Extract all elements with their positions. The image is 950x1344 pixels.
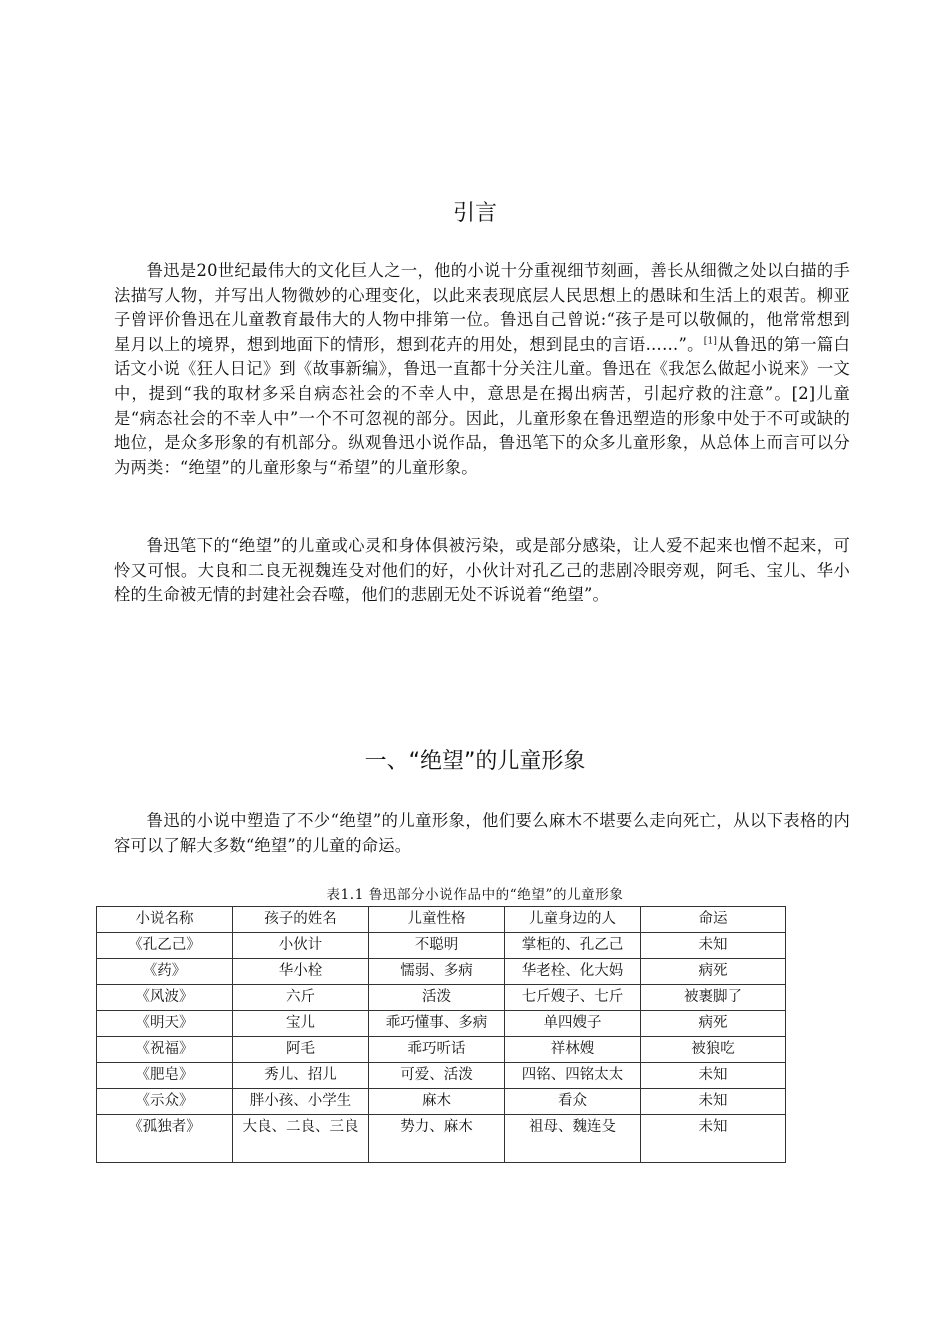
- cell-personality: 势力、麻木: [369, 1115, 505, 1163]
- cell-people: 七斤嫂子、七斤: [505, 985, 641, 1011]
- cell-novel: 《风波》: [97, 985, 233, 1011]
- children-fate-table: [96, 906, 786, 1163]
- header-fate: 命运: [641, 907, 786, 933]
- cell-fate: 未知: [641, 1115, 786, 1163]
- cell-fate: 被裹脚了: [641, 985, 786, 1011]
- cell-personality: 不聪明: [369, 933, 505, 959]
- cell-child: 秀儿、招儿: [233, 1063, 369, 1089]
- table-row: [97, 1115, 786, 1163]
- cell-people: 掌柜的、孔乙己: [505, 933, 641, 959]
- section-1-paragraph: 鲁迅的小说中塑造了不少“绝望”的儿童形象，他们要么麻木不堪要么走向死亡，从以下表格的内容可以了解大多数“绝望”的儿童的命运。: [114, 811, 850, 855]
- section-1-title: 一、“绝望”的儿童形象: [364, 749, 586, 774]
- cell-child: 六斤: [233, 985, 369, 1011]
- cell-child: 胖小孩、小学生: [233, 1089, 369, 1115]
- cell-novel: 《祝福》: [97, 1037, 233, 1063]
- table-row: [97, 1011, 786, 1037]
- cell-novel: 《示众》: [97, 1089, 233, 1115]
- cell-personality: 懦弱、多病: [369, 959, 505, 985]
- cell-novel: 《肥皂》: [97, 1063, 233, 1089]
- cell-fate: 未知: [641, 1089, 786, 1115]
- header-novel-title: 小说名称: [97, 907, 233, 933]
- table-row: [97, 1089, 786, 1115]
- cell-child: 华小栓: [233, 959, 369, 985]
- table-row: [97, 1037, 786, 1063]
- cell-fate: 被狼吃: [641, 1037, 786, 1063]
- table-caption: 表1.1 鲁迅部分小说作品中的“绝望”的儿童形象: [326, 887, 624, 903]
- cell-people: 华老栓、化大妈: [505, 959, 641, 985]
- intro-paragraph-1-part-b: 从鲁迅的第一篇白话文小说《狂人日记》到《故事新编》，鲁迅一直都十分关注儿童。鲁迅在《我怎么做起小说来》一文中，提到“我的取材多采自病态社会的不幸人中，意思是在揭出病苦，引起疗救的注意”。[2]儿童是“病态社会的不幸人中”一个不可忽视的部分。因此，儿童形象在鲁迅塑造的形象中处于不可或缺的地位，是众多形象的有机部分。纵观鲁迅小说作品，鲁迅笔下的众多儿童形象，从总体上而言可以分为两类：“绝望”的儿童形象与“希望”的儿童形象。: [114, 334, 850, 477]
- intro-title: 引言: [452, 201, 497, 226]
- table-row: [97, 985, 786, 1011]
- cell-people: 单四嫂子: [505, 1011, 641, 1037]
- table-row: [97, 1063, 786, 1089]
- intro-paragraph-1-part-a: 鲁迅是20世纪最伟大的文化巨人之一，他的小说十分重视细节刻画，善长从细微之处以白描的手法描写人物，并写出人物微妙的心理变化，以此来表现底层人民思想上的愚昧和生活上的艰苦。柳亚子曾评价鲁迅在儿童教育最伟大的人物中排第一位。鲁迅自己曾说:“孩子是可以敬佩的，他常常想到星月以上的境界，想到地面下的情形，想到花卉的用处，想到昆虫的言语……”。: [114, 261, 850, 354]
- cell-personality: 麻木: [369, 1089, 505, 1115]
- intro-paragraph-1: [114, 259, 850, 480]
- header-child-personality: 儿童性格: [369, 907, 505, 933]
- cell-people: 四铭、四铭太太: [505, 1063, 641, 1089]
- intro-paragraph-2: 鲁迅笔下的“绝望”的儿童或心灵和身体俱被污染，或是部分感染，让人爱不起来也憎不起来，可怜又可恨。大良和二良无视魏连殳对他们的好，小伙计对孔乙己的悲剧冷眼旁观，阿毛、宝儿、华小栓的生命被无情的封建社会吞噬，他们的悲剧无处不诉说着“绝望”。: [114, 536, 850, 605]
- cell-novel: 《孔乙己》: [97, 933, 233, 959]
- cell-personality: 乖巧听话: [369, 1037, 505, 1063]
- header-people-around: 儿童身边的人: [505, 907, 641, 933]
- cell-fate: 病死: [641, 959, 786, 985]
- cell-child: 小伙计: [233, 933, 369, 959]
- header-child-name: 孩子的姓名: [233, 907, 369, 933]
- cell-personality: 可爱、活泼: [369, 1063, 505, 1089]
- cell-child: 大良、二良、三良: [233, 1115, 369, 1163]
- cell-people: 祖母、魏连殳: [505, 1115, 641, 1163]
- cell-fate: 未知: [641, 1063, 786, 1089]
- table-row: [97, 959, 786, 985]
- cell-novel: 《孤独者》: [97, 1115, 233, 1163]
- cell-people: 祥林嫂: [505, 1037, 641, 1063]
- cell-fate: 病死: [641, 1011, 786, 1037]
- citation-ref-1: [1]: [703, 336, 718, 347]
- table-header-row: [97, 907, 786, 933]
- cell-novel: 《药》: [97, 959, 233, 985]
- cell-personality: 活泼: [369, 985, 505, 1011]
- cell-child: 宝儿: [233, 1011, 369, 1037]
- cell-personality: 乖巧懂事、多病: [369, 1011, 505, 1037]
- cell-people: 看众: [505, 1089, 641, 1115]
- cell-child: 阿毛: [233, 1037, 369, 1063]
- cell-novel: 《明天》: [97, 1011, 233, 1037]
- cell-fate: 未知: [641, 933, 786, 959]
- table-row: [97, 933, 786, 959]
